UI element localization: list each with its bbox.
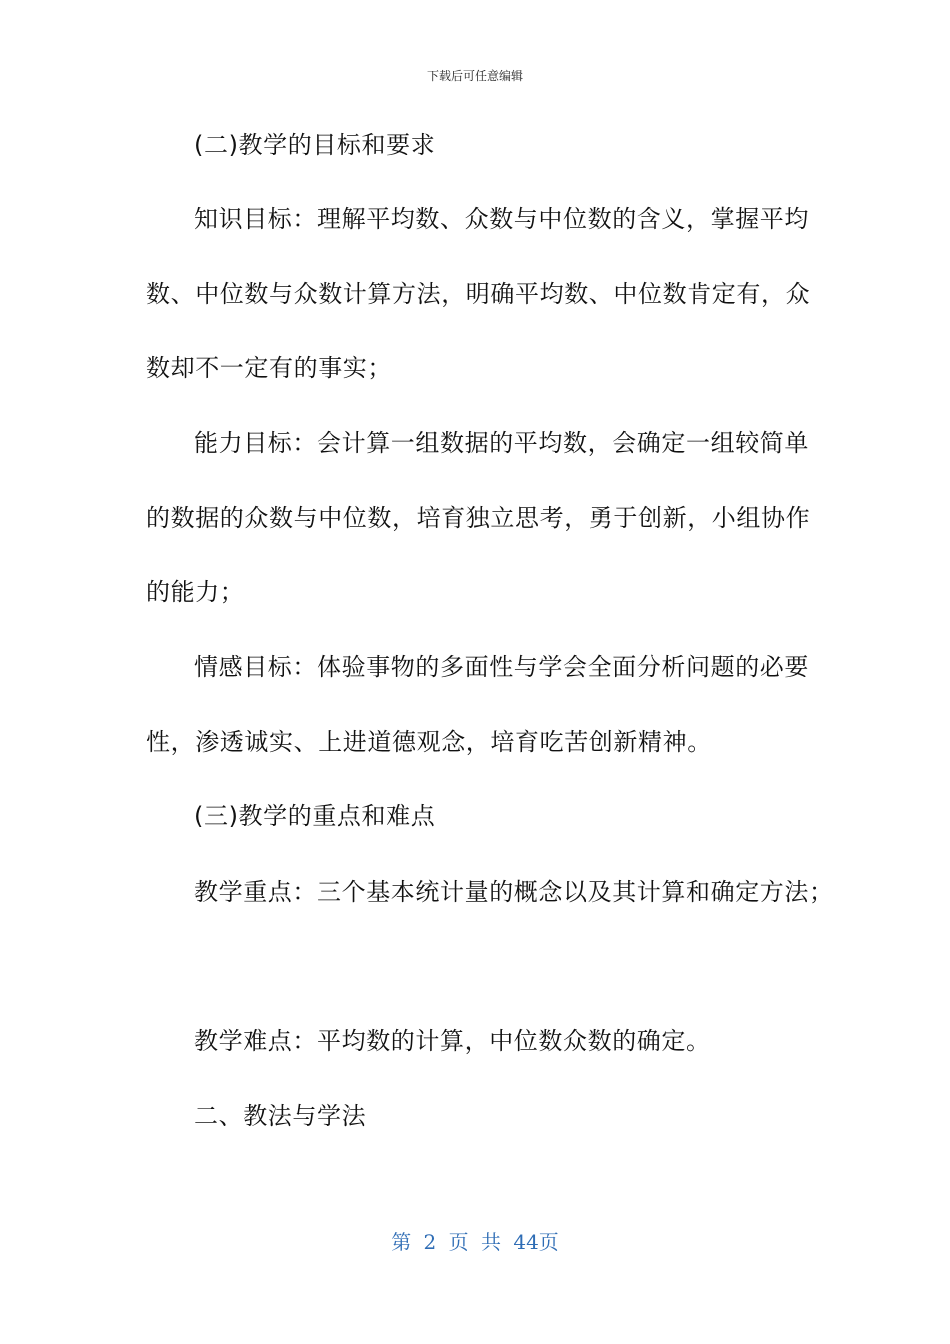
text-line: (二)教学的目标和要求 <box>194 131 436 159</box>
text-line: 数、中位数与众数计算方法，明确平均数、中位数肯定有，众 <box>146 279 811 308</box>
section-heading-key-points <box>194 779 435 854</box>
text-line: 教学难点：平均数的计算，中位数众数的确定。 <box>194 1027 711 1055</box>
section-heading-methods <box>194 1079 366 1154</box>
paragraph-teaching-difficulty <box>194 1004 711 1079</box>
text-line: 情感目标：体验事物的多面性与学会全面分析问题的必要 <box>194 653 809 681</box>
paragraph-emotion-goal <box>146 630 809 779</box>
text-line: 的数据的众数与中位数，培育独立思考，勇于创新，小组协作 <box>146 503 811 532</box>
paragraph-teaching-focus <box>194 855 834 930</box>
page-number-footer: 第 2 页 共 44页 <box>391 1230 559 1254</box>
text-line: 的能力； <box>146 578 245 606</box>
section-heading-objectives <box>194 108 435 183</box>
text-line: 数却不一定有的事实； <box>146 354 392 382</box>
text-line: 能力目标：会计算一组数据的平均数，会确定一组较简单 <box>194 429 809 457</box>
paragraph-ability-goal <box>146 406 810 630</box>
page-header: 下载后可任意编辑 <box>426 69 523 83</box>
text-line: 性，渗透诚实、上进道德观念，培育吃苦创新精神。 <box>146 727 712 756</box>
paragraph-knowledge-goal <box>146 182 810 406</box>
text-line: 知识目标：理解平均数、众数与中位数的含义，掌握平均 <box>194 205 809 233</box>
text-line: 教学重点：三个基本统计量的概念以及其计算和确定方法； <box>194 878 834 906</box>
text-line: (三)教学的重点和难点 <box>194 802 436 830</box>
text-line: 二、教法与学法 <box>194 1102 367 1130</box>
